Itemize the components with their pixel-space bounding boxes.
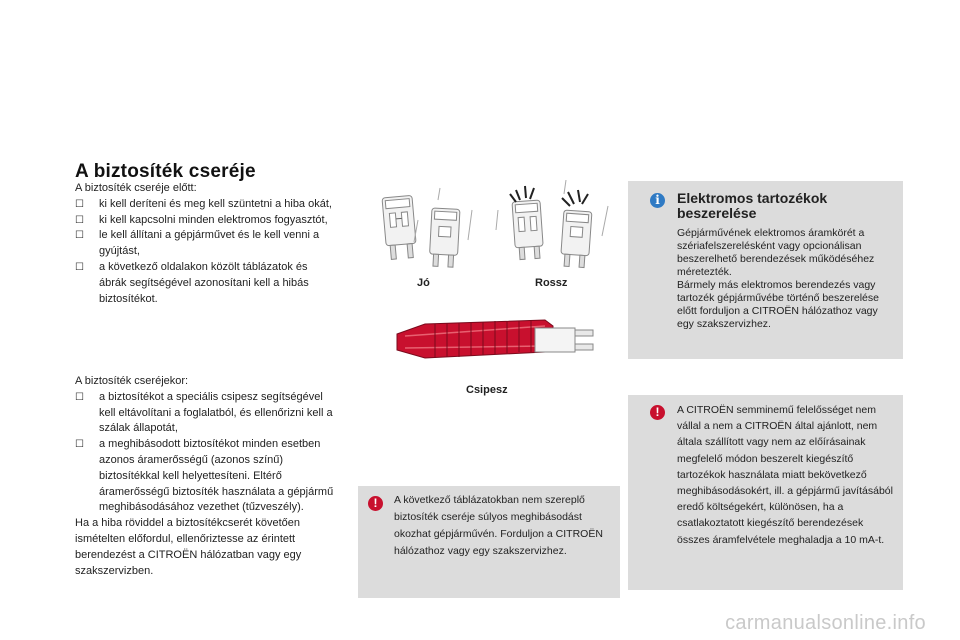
during-closing: Ha a hiba röviddel a biztosítékcserét követően ismételten előfordul, ellenőriztesse az érintett berendezést a CITROËN hálózatban vagy egy szakszervizben. (75, 517, 302, 577)
checkbox-bullet-icon: ☐ (75, 230, 84, 242)
list-item: ☐ ki kell deríteni és meg kell szüntetni a hiba okát, (75, 197, 337, 213)
during-intro: A biztosíték cseréjekor: (75, 375, 189, 387)
info-box-text: Gépjárművének elektromos áramkörét a szériafelszerelésként vagy opcionálisan beszerelhető berendezések működéséhez méretezték. Bármely más elektromos berendezés vagy tartozék gépjárművébe történő beszerelése előtt forduljon a CITROËN hálózathoz vagy egy szakszervizhez. (677, 227, 879, 330)
warning-box-text: A következő táblázatokban nem szereplő biztosíték cseréje súlyos meghibásodást okozhat gépjárművén. Forduljon a CITROËN hálózathoz vagy egy szakszervizhez. (394, 494, 603, 557)
checkbox-bullet-icon: ☐ (75, 391, 84, 403)
bad-fuse-icon (496, 180, 608, 268)
warning-icon: ! (650, 405, 665, 420)
checkbox-bullet-icon: ☐ (75, 261, 84, 273)
during-section (75, 374, 337, 579)
info-icon: i (650, 193, 665, 208)
during-list (75, 390, 337, 516)
before-section (75, 181, 337, 307)
warning-icon: ! (368, 496, 383, 511)
before-list (75, 197, 337, 308)
info-box-title: Elektromos tartozékok beszerelése (677, 190, 828, 221)
list-item: ☐ a biztosítékot a speciális csipesz segítségével kell eltávolítani a foglalatból, és ellenőrizni kell a szálak állapotát, (75, 390, 333, 435)
list-item: ☐ a következő oldalakon közölt táblázatok és ábrák segítségével azonosítani kell a hibás biztosítékot. (75, 260, 309, 305)
list-item: ☐ le kell állítani a gépjárművet és le kell venni a gyújtást, (75, 229, 320, 258)
warning-box-fuse-table (358, 486, 620, 598)
checkbox-bullet-icon: ☐ (75, 214, 84, 226)
checkbox-bullet-icon: ☐ (75, 439, 84, 451)
list-item: ☐ a meghibásodott biztosítékot minden esetben azonos áramerősségű (azonos színű) biztosítékkal kell helyettesíteni. Eltérő áramerősségű biztosíték használata a gépjármű meghibásodásához vezethet (tűzveszély). (75, 438, 334, 514)
fuse-illustration (370, 180, 610, 280)
checkbox-bullet-icon: ☐ (75, 198, 84, 210)
page-title: A biztosíték cseréje (75, 160, 256, 182)
list-item: ☐ ki kell kapcsolni minden elektromos fogyasztót, (75, 213, 337, 229)
tweezer-label: Csipesz (466, 384, 508, 396)
before-intro: A biztosíték cseréje előtt: (75, 182, 197, 194)
warning-box-responsibility (628, 395, 903, 590)
good-fuse-icon (382, 188, 472, 267)
tweezer-icon (395, 306, 610, 376)
bad-label: Rossz (535, 277, 568, 289)
warning-box-text: A CITROËN semminemű felelősséget nem vállal a nem a CITROËN által ajánlott, nem általa szállított vagy nem az előírásainak megfelelő módon beszerelt kiegészítő tartozékok használata miatt bekövetkező meghibásodásokért, ill. a gépjármű javításából eredő költségekért, különösen, ha a csatlakoztatott kiegészítő berendezések összes áramfelvétele meghaladja a 10 mA-t. (677, 404, 893, 546)
watermark: carmanualsonline.info (725, 612, 926, 634)
info-box (628, 181, 903, 359)
good-label: Jó (417, 277, 430, 289)
